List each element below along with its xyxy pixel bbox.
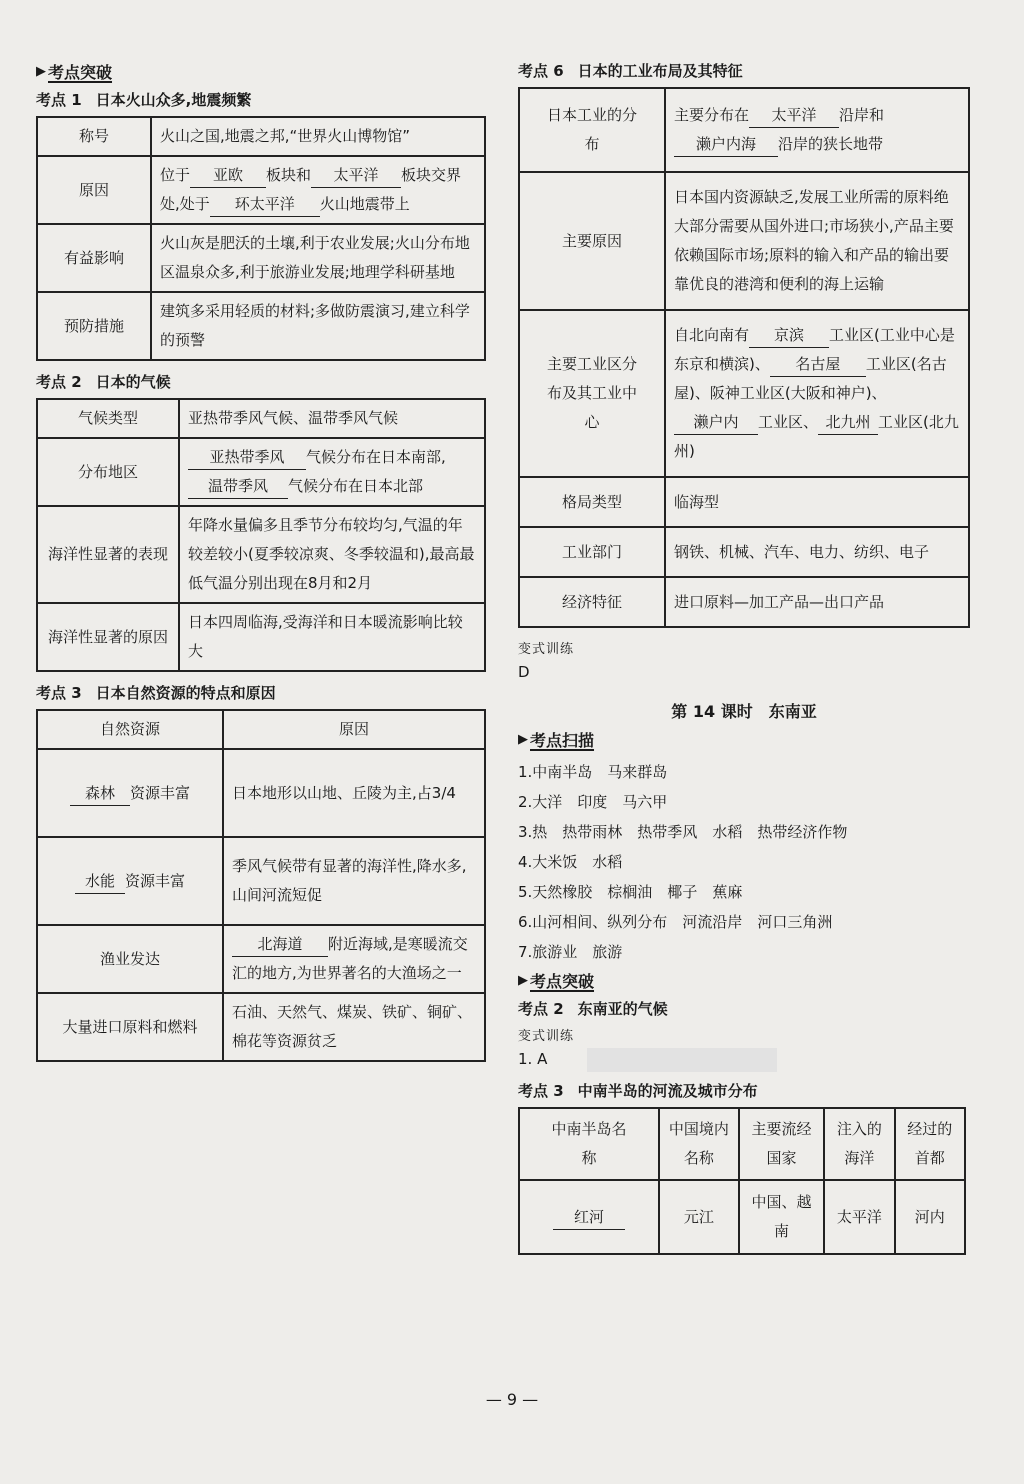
variant2-label: 变式训练 [518,1029,575,1044]
variant-answer: D [518,663,530,681]
variant2-answer-row [518,1044,970,1074]
list-item: 7.旅游业 旅游 [518,943,623,961]
table-row [37,224,485,292]
table-row [519,577,969,627]
river-header: 注入的海洋 [824,1108,894,1180]
kp3-table [36,709,486,1062]
answer-blank: 京滨 [749,323,829,348]
show-label: 海洋性显著的表现 [37,506,179,603]
table-row [37,925,485,993]
river-cell [519,1180,659,1254]
right-column [518,56,970,1255]
variant2-answer: 1. A [518,1050,548,1068]
table-row [519,310,969,477]
econ-label: 经济特征 [519,577,665,627]
answer-blank: 水能 [75,869,125,894]
kp3-se-heading: 考点 3 中南半岛的河流及城市分布 [518,1082,758,1100]
river-cell: 元江 [659,1180,739,1254]
forest-label: 森林 资源丰富 [37,749,223,837]
kp2-se-heading: 考点 2 东南亚的气候 [518,1000,668,1018]
variant-label: 变式训练 [518,642,575,657]
water-label: 水能 资源丰富 [37,837,223,925]
answer-blank: 北海道 [232,932,328,957]
table-row [519,88,969,172]
river-header: 中国境内名称 [659,1108,739,1180]
type-text: 亚热带季风气候、温带季风气候 [179,399,485,438]
import-label: 大量进口原料和燃料 [37,993,223,1061]
table-row [37,156,485,224]
answer-blank: 濑户内海 [674,132,778,157]
river-header: 中南半岛名称 [519,1108,659,1180]
fish-reason: 北海道 附近海域,是寒暖流交汇的地方,为世界著名的大渔场之一 [223,925,485,993]
main-cause-label: 主要原因 [519,172,665,310]
kp3-heading: 考点 3 日本自然资源的特点和原因 [36,684,276,702]
table-row [37,603,485,671]
table-row [519,527,969,577]
kp1-heading: 考点 1 日本火山众多,地震频繁 [36,91,252,109]
table-row [519,172,969,310]
cause-label: 原因 [37,156,151,224]
kp1-table [36,116,486,361]
answer-blank: 濑户内 [674,410,758,435]
table-row [37,993,485,1061]
table-row [519,477,969,527]
industry-dist-label: 日本工业的分布 [519,88,665,172]
header-reason: 原因 [223,710,485,749]
page-number: — 9 — [485,1390,539,1409]
reason-label: 海洋性显著的原因 [37,603,179,671]
reason-text: 日本四周临海,受海洋和日本暖流影响比较大 [179,603,485,671]
table-row [37,117,485,156]
water-reason: 季风气候带有显著的海洋性,降水多,山间河流短促 [223,837,485,925]
answer-blank: 北九州 [818,410,878,435]
answer-blank: 名古屋 [770,352,866,377]
benefit-text: 火山灰是肥沃的土壤,利于农业发展;火山分布地区温泉众多,利于旅游业发展;地理学科研基地 [151,224,485,292]
sector-label: 工业部门 [519,527,665,577]
table-row [37,749,485,837]
triangle-icon: ▶ [36,64,46,79]
list-item: 1.中南半岛 马来群岛 [518,763,668,781]
show-text: 年降水量偏多且季节分布较均匀,气温的年较差较小(夏季较凉爽、冬季较温和),最高最低气温分别出现在8月和2月 [179,506,485,603]
kp6-heading: 考点 6 日本的工业布局及其特征 [518,62,743,80]
answer-blank: 红河 [553,1205,625,1230]
header-resource: 自然资源 [37,710,223,749]
left-column [36,56,486,1062]
section-heading-breakthrough-2: ▶ 考点突破 [518,972,595,991]
zone-text: 自北向南有 京滨 工业区(工业中心是东京和横滨)、 名古屋 工业区(名古屋)、阪神工业区(大阪和神户)、濑户内 工业区、 北九州 工业区(北九州) [665,310,969,477]
kp2-heading: 考点 2 日本的气候 [36,373,171,391]
answer-blank: 亚热带季风 [188,445,306,470]
table-row [37,710,485,749]
table-row [37,438,485,506]
type-label: 气候类型 [37,399,179,438]
list-item: 3.热 热带雨林 热带季风 水稻 热带经济作物 [518,823,848,841]
river-header: 经过的首都 [895,1108,965,1180]
name-text: 火山之国,地震之邦,“世界火山博物馆” [151,117,485,156]
kp6-table [518,87,970,628]
list-item: 2.大洋 印度 马六甲 [518,793,668,811]
econ-text: 进口原料—加工产品—出口产品 [665,577,969,627]
answer-blank: 森林 [70,781,130,806]
river-cell: 中国、越南 [739,1180,824,1254]
name-label: 称号 [37,117,151,156]
dist-text: 亚热带季风 气候分布在日本南部,温带季风 气候分布在日本北部 [179,438,485,506]
triangle-icon: ▶ [518,973,528,988]
answer-blank: 温带季风 [188,474,288,499]
list-item: 5.天然橡胶 棕榈油 椰子 蕉麻 [518,883,743,901]
answer-blank: 亚欧 [190,163,266,188]
pattern-text: 临海型 [665,477,969,527]
table-row [37,292,485,360]
cause-text: 位于 亚欧 板块和 太平洋 板块交界处,处于 环太平洋 火山地震带上 [151,156,485,224]
table-row [37,837,485,925]
lesson-title: 第 14 课时 东南亚 [671,702,817,721]
dist-label: 分布地区 [37,438,179,506]
answer-blank: 太平洋 [311,163,401,188]
redacted-area [587,1048,777,1072]
forest-reason: 日本地形以山地、丘陵为主,占3/4 [223,749,485,837]
table-row [37,506,485,603]
zone-label: 主要工业区分布及其工业中心 [519,310,665,477]
river-header: 主要流经国家 [739,1108,824,1180]
prevent-text: 建筑多采用轻质的材料;多做防震演习,建立科学的预警 [151,292,485,360]
table-row [519,1180,965,1254]
answer-blank: 环太平洋 [210,192,320,217]
benefit-label: 有益影响 [37,224,151,292]
list-item: 4.大米饭 水稻 [518,853,623,871]
sector-text: 钢铁、机械、汽车、电力、纺织、电子 [665,527,969,577]
fish-label: 渔业发达 [37,925,223,993]
list-item: 6.山河相间、纵列分布 河流沿岸 河口三角洲 [518,913,833,931]
river-cell: 太平洋 [824,1180,894,1254]
prevent-label: 预防措施 [37,292,151,360]
section-heading-breakthrough: ▶ 考点突破 [36,63,113,82]
river-table [518,1107,966,1255]
river-cell: 河内 [895,1180,965,1254]
import-reason: 石油、天然气、煤炭、铁矿、铜矿、棉花等资源贫乏 [223,993,485,1061]
industry-dist-text: 主要分布在 太平洋 沿岸和濑户内海 沿岸的狭长地带 [665,88,969,172]
main-cause-text: 日本国内资源缺乏,发展工业所需的原料绝大部分需要从国外进口;市场狭小,产品主要依赖国际市场;原料的输入和产品的输出要靠优良的港湾和便利的海上运输 [665,172,969,310]
answer-blank: 太平洋 [749,103,839,128]
pattern-label: 格局类型 [519,477,665,527]
table-row [37,399,485,438]
table-row [519,1108,965,1180]
kp2-table [36,398,486,672]
section-heading-scan: ▶ 考点扫描 [518,731,595,750]
triangle-icon: ▶ [518,732,528,747]
